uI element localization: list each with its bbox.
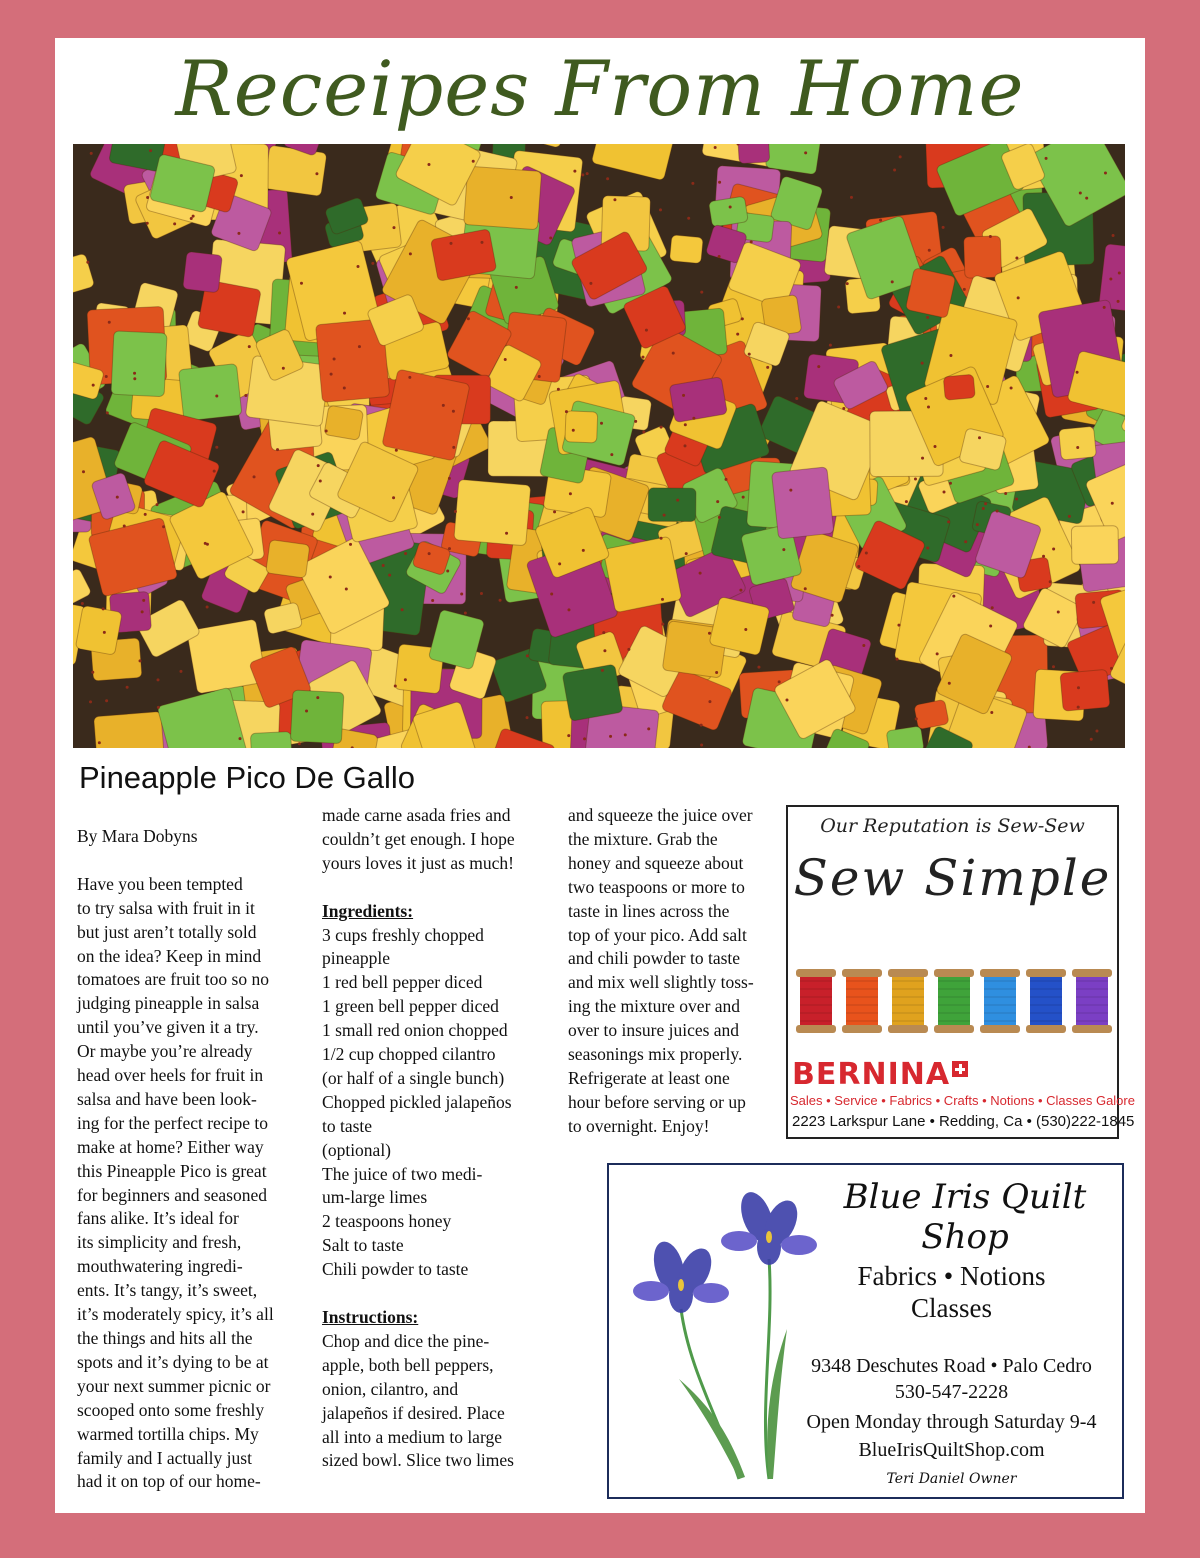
iris-phone: 530-547-2228 [894,1381,1009,1403]
ingredients-heading: Ingredients: [322,900,414,921]
text-line: it’s moderately spicy, it’s all [77,1304,274,1325]
text-line: until you’ve given it a try. [77,1017,259,1038]
text-line: its simplicity and fresh, [77,1232,242,1253]
ingredient-line: Salt to taste [322,1235,404,1256]
ingredient-line: pineapple [322,948,391,969]
iris-offerings-1: Fabrics • Notions [857,1261,1046,1291]
ingredient-line: 1/2 cup chopped cilantro [322,1044,496,1065]
text-line: for beginners and seasoned [77,1184,268,1205]
text-line: seasonings mix properly. [568,1044,743,1065]
page [55,38,1145,1513]
text-line: over to insure juices and [568,1020,740,1041]
iris-address: 9348 Deschutes Road • Palo Cedro [811,1355,1092,1377]
text-line: judging pineapple in salsa [77,993,260,1014]
bernina-cross-icon [952,1061,968,1077]
ingredient-line: 1 red bell pepper diced [322,972,483,993]
text-line: warmed tortilla chips. My [77,1423,259,1444]
sew-simple-ad[interactable] [786,805,1135,1139]
text-line: to try salsa with fruit in it [77,897,255,918]
sew-tagline: Our Reputation is Sew-Sew [820,815,1085,837]
text-line: spots and it’s dying to be at [77,1351,269,1372]
instruction-line: all into a medium to large [322,1426,502,1447]
article-column-2 [322,804,554,1473]
thread-spool [934,969,974,1033]
text-line: hour before serving or up [568,1091,746,1112]
blue-iris-title: Blue Iris Quilt Shop [843,1177,1087,1257]
thread-spool [980,969,1020,1033]
article-title: Pineapple Pico De Gallo [79,760,416,795]
text-line: family and I actually just [77,1447,252,1468]
text-line [77,849,309,873]
instructions-heading: Instructions: [322,1307,419,1327]
iris-owner: Teri Daniel Owner [886,1471,1017,1487]
ingredient-line: Chili powder to taste [322,1259,469,1280]
ingredient-line: to taste [322,1115,373,1136]
sew-simple-logo: Sew Simple [793,849,1112,907]
text-line: top of your pico. Add salt [568,924,747,945]
masthead-title: Receipes From Home [175,44,1025,133]
text-line: yours loves it just as much! [322,852,514,873]
text-line: and mix well slightly toss- [568,972,754,993]
ingredient-line: 2 teaspoons honey [322,1211,452,1232]
text-line: taste in lines across the [568,900,730,921]
text-line: and squeeze the juice over [568,805,753,825]
text-line: head over heels for fruit in [77,1065,264,1086]
ingredient-line: 1 green bell pepper diced [322,996,499,1017]
thread-spool [888,969,928,1033]
ingredient-line: 1 small red onion chopped [322,1020,508,1041]
thread-spools-image [792,967,1118,1037]
text-line: salsa and have been look- [77,1088,257,1109]
text-line: ing the mixture over and [568,996,741,1017]
text-line: By Mara Dobyns [77,826,198,846]
sew-services: Sales • Service • Fabrics • Crafts • Notions • Classes Galore [790,1093,1135,1108]
ingredient-line: (or half of a single bunch) [322,1067,505,1088]
ingredient-line: The juice of two medi- [322,1163,483,1184]
instruction-line: onion, cilantro, and [322,1378,459,1399]
text-line: the mixture. Grab the [568,828,718,849]
text-line: the things and hits all the [77,1328,253,1349]
sew-address: 2223 Larkspur Lane • Redding, Ca • (530)222-1845 [792,1113,1135,1130]
text-line: mouthwatering ingredi- [77,1256,243,1277]
text-line: tomatoes are fruit too so no [77,969,269,990]
text-line: but just aren’t totally sold [77,921,257,942]
ingredient-line: 3 cups freshly chopped [322,924,484,945]
text-line: this Pineapple Pico is great [77,1160,267,1181]
text-line: on the idea? Keep in mind [77,945,262,966]
article-column-1 [77,825,309,1494]
thread-spool [1026,969,1066,1033]
iris-website[interactable]: BlueIrisQuiltShop.com [858,1439,1045,1461]
blue-iris-ad[interactable] [607,1163,1124,1499]
text-line: Have you been tempted [77,873,243,894]
text-line: make at home? Either way [77,1136,264,1157]
text-line: Or maybe you’re already [77,1041,253,1062]
intro-continued [322,804,554,876]
text-line: to overnight. Enjoy! [568,1115,710,1136]
text-line: and chili powder to taste [568,948,741,969]
food-photo [73,144,1125,748]
iris-hours: Open Monday through Saturday 9-4 [806,1411,1097,1433]
text-line: your next summer picnic or [77,1375,271,1396]
instructions-list [322,1330,554,1473]
instruction-line: jalapeños if desired. Place [322,1402,505,1423]
text-line: Refrigerate at least one [568,1067,730,1088]
instruction-line: Chop and dice the pine- [322,1330,490,1351]
thread-spool [842,969,882,1033]
ingredient-line: um-large limes [322,1187,428,1208]
text-line: ing for the perfect recipe to [77,1112,268,1133]
instruction-line: sized bowl. Slice two limes [322,1450,514,1471]
ingredient-line: Chopped pickled jalapeños [322,1091,512,1112]
text-line: fans alike. It’s ideal for [77,1208,239,1229]
text-line: had it on top of our home- [77,1471,261,1492]
thread-spool [1072,969,1112,1033]
iris-offerings-2: Classes [911,1293,992,1323]
text-line: scooped onto some freshly [77,1399,265,1420]
ingredients-list [322,924,554,1283]
instruction-line: apple, both bell peppers, [322,1354,494,1375]
bernina-logo [792,1057,968,1092]
text-line: ents. It’s tangy, it’s sweet, [77,1280,258,1301]
bernina-wordmark: BERNINA [792,1057,951,1092]
pineapple-pico-image [73,144,1125,748]
ingredient-line: (optional) [322,1139,392,1160]
text-line: made carne asada fries and [322,805,511,825]
text-line: couldn’t get enough. I hope [322,828,515,849]
text-line: honey and squeeze about [568,852,744,873]
thread-spool [796,969,836,1033]
text-line: two teaspoons or more to [568,876,745,897]
article-column-3 [568,804,788,1139]
